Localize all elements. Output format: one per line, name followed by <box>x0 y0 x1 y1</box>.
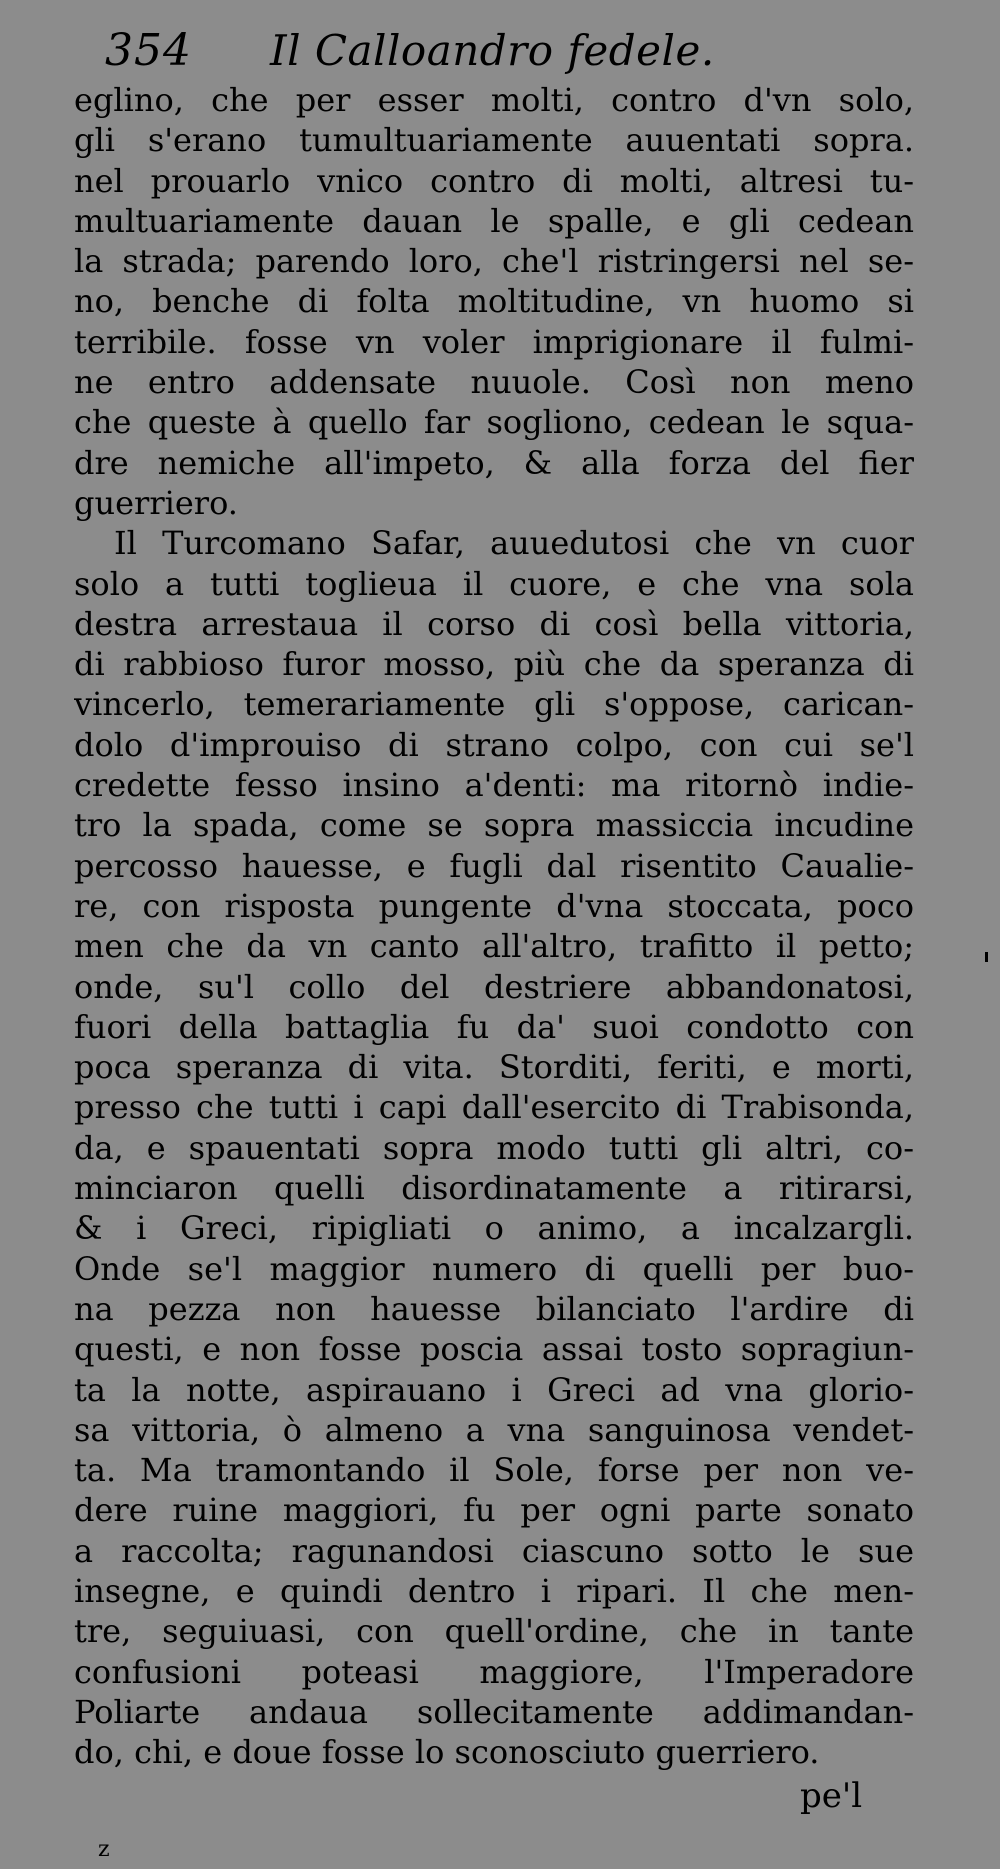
text-line: la strada; parendo loro, che'l ristringersi nel se- <box>74 242 914 281</box>
text-line: questi, e non fosse poscia assai tosto sopragiun- <box>74 1330 914 1369</box>
text-line: nel prouarlo vnico contro di molti, altresi tu- <box>74 161 914 200</box>
text-line: credette fesso insino a'denti: ma ritornò indie- <box>74 766 914 805</box>
text-line: dere ruine maggiori, fu per ogni parte sonato <box>74 1491 914 1530</box>
text-line: dolo d'improuiso di strano colpo, con cui se'l <box>74 725 914 764</box>
text-line: do, chi, e doue fosse lo sconosciuto guerriero. <box>74 1733 820 1772</box>
text-line: & i Greci, ripigliati o animo, a incalzargli. <box>74 1209 914 1248</box>
text-line: tre, seguiuasi, con quell'ordine, che in tante <box>74 1612 914 1651</box>
text-line: onde, su'l collo del destriere abbandonatosi, <box>74 967 914 1006</box>
text-line: Il Turcomano Safar, auuedutosi che vn cuor <box>114 524 914 563</box>
ink-speck <box>985 952 988 962</box>
catchword: pe'l <box>800 1776 863 1816</box>
page-header <box>105 22 925 80</box>
text-line: ne entro addensate nuuole. Così non meno <box>74 363 914 402</box>
text-line: fuori della battaglia fu da' suoi condotto con <box>74 1007 914 1046</box>
text-line: Poliarte andaua sollecitamente addimandan- <box>74 1692 914 1731</box>
text-line: minciaron quelli disordinatamente a ritirarsi, <box>74 1169 914 1208</box>
text-line: vincerlo, temerariamente gli s'oppose, carican- <box>74 685 914 724</box>
text-line: solo a tutti toglieua il cuore, e che vna sola <box>74 564 914 603</box>
text-line: da, e spauentati sopra modo tutti gli altri, co- <box>74 1128 914 1167</box>
text-line: re, con risposta pungente d'vna stoccata, poco <box>74 886 914 925</box>
body-text <box>74 80 914 1772</box>
text-line: Onde se'l maggior numero di quelli per buo- <box>74 1249 914 1288</box>
text-line: sa vittoria, ò almeno a vna sanguinosa vendet- <box>74 1410 914 1449</box>
text-line: na pezza non hauesse bilanciato l'ardire di <box>74 1289 914 1328</box>
text-line: di rabbioso furor mosso, più che da speranza di <box>74 645 914 684</box>
text-line: guerriero. <box>74 483 238 522</box>
text-line: eglino, che per esser molti, contro d'vn solo, <box>74 81 914 119</box>
text-line: ta. Ma tramontando il Sole, forse per non ve- <box>74 1451 914 1490</box>
text-line: ta la notte, aspirauano i Greci ad vna glorio- <box>74 1370 914 1409</box>
text-line: tro la spada, come se sopra massiccia incudine <box>74 806 914 845</box>
text-line: insegne, e quindi dentro i ripari. Il che men- <box>74 1571 914 1610</box>
stray-ink-mark: z <box>98 1837 110 1862</box>
text-line: gli s'erano tumultuariamente auuentati sopra. <box>74 121 914 160</box>
text-line: presso che tutti i capi dall'esercito di Trabisonda, <box>74 1088 914 1127</box>
text-line: destra arrestaua il corso di così bella vittoria, <box>74 604 914 643</box>
text-line: poca speranza di vita. Storditi, feriti, e morti, <box>74 1048 914 1087</box>
text-line: che queste à quello far sogliono, cedean le squa- <box>74 403 914 442</box>
text-line: no, benche di folta moltitudine, vn huomo si <box>74 282 914 321</box>
text-line: dre nemiche all'impeto, & alla forza del fier <box>74 443 914 482</box>
text-line: confusioni poteasi maggiore, l'Imperadore <box>74 1652 914 1691</box>
text-line: a raccolta; ragunandosi ciascuno sotto le sue <box>74 1531 914 1570</box>
text-line: percosso hauesse, e fugli dal risentito Caualie- <box>74 846 914 885</box>
running-title: Il Calloandro fedele. <box>270 26 715 75</box>
text-line: men che da vn canto all'altro, trafitto il petto; <box>74 927 914 966</box>
page-number: 354 <box>105 25 192 76</box>
text-line: terribile. fosse vn voler imprigionare il fulmi- <box>74 322 914 361</box>
text-line: multuariamente dauan le spalle, e gli cedean <box>74 201 914 240</box>
